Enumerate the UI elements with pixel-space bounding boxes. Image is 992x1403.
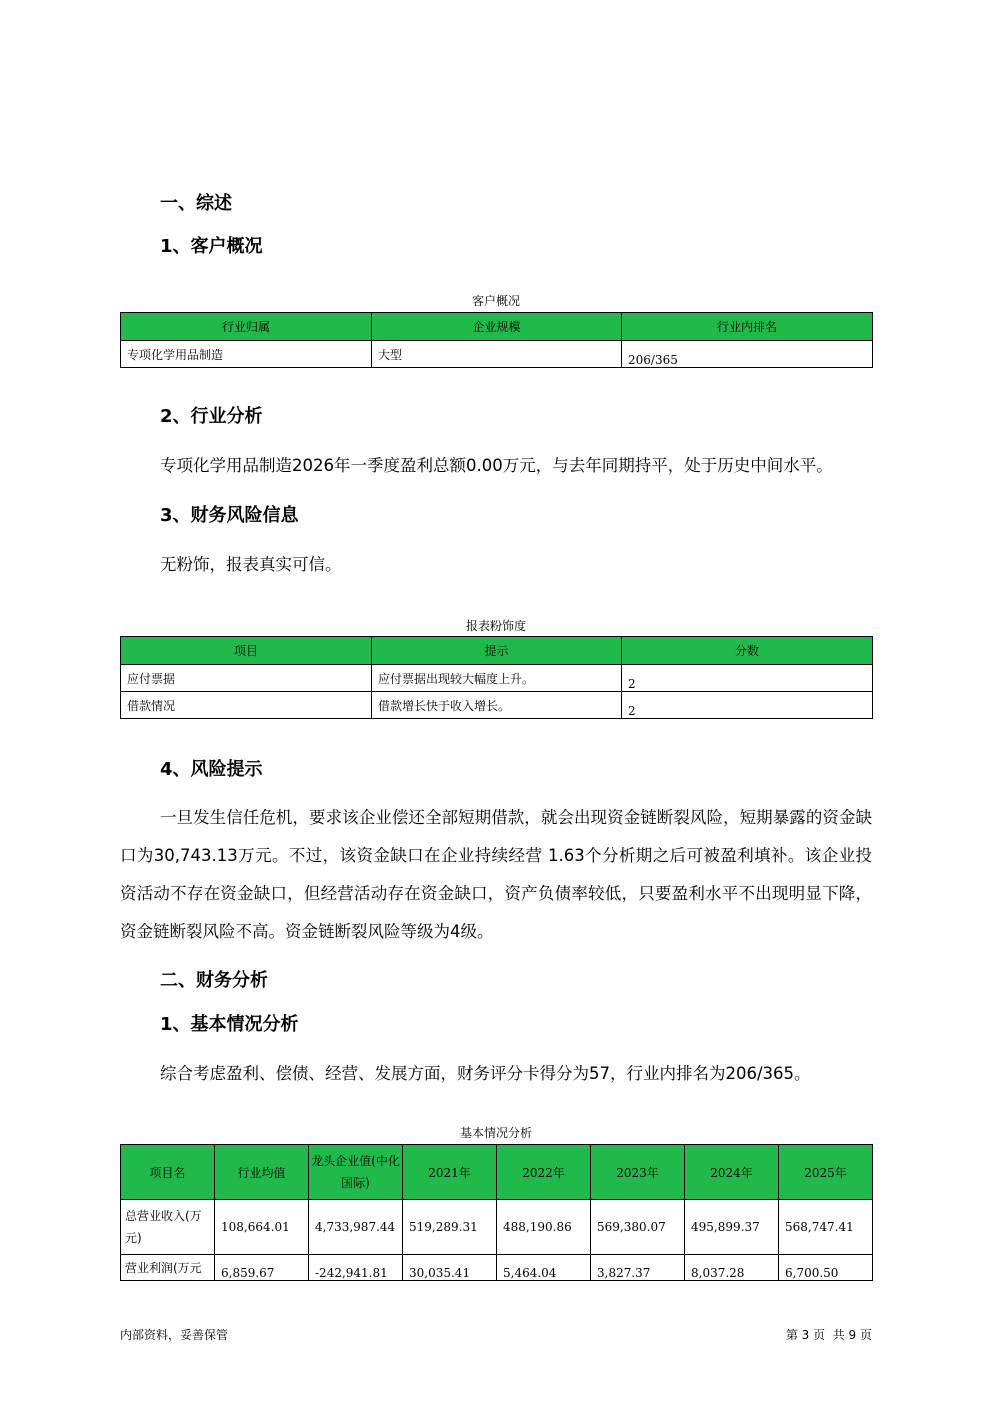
whitewash-table (120, 636, 873, 719)
basic-cell: 6,859.67 (215, 1255, 309, 1281)
whitewash-table-caption: 报表粉饰度 (465, 619, 526, 633)
whitewash-score: 2 (622, 665, 873, 692)
basic-header-2021: 2021年 (403, 1145, 497, 1200)
basic-header-item: 项目名 (121, 1145, 215, 1200)
subsection-customer-overview: 1、客户概况 (160, 236, 263, 257)
customer-scale: 大型 (372, 341, 622, 368)
customer-header-industry: 行业归属 (121, 313, 372, 341)
basic-analysis-text: 综合考虑盈利、偿债、经营、发展方面，财务评分卡得分为57，行业内排名为206/365。 (160, 1064, 811, 1083)
whitewash-item: 应付票据 (121, 665, 372, 692)
subsection-risk-warning: 4、风险提示 (160, 759, 263, 780)
basic-cell: 4,733,987.44 (309, 1200, 403, 1255)
customer-industry: 专项化学用品制造 (121, 341, 372, 368)
basic-row-label: 总营业收入(万元) (121, 1200, 215, 1255)
basic-cell: -242,941.81 (309, 1255, 403, 1281)
financial-risk-text: 无粉饰，报表真实可信。 (160, 555, 342, 574)
basic-cell: 519,289.31 (403, 1200, 497, 1255)
table-row (121, 341, 873, 368)
section-title-overview: 一、综述 (160, 193, 232, 214)
subsection-financial-risk: 3、财务风险信息 (160, 505, 299, 526)
customer-header-scale: 企业规模 (372, 313, 622, 341)
whitewash-hint: 应付票据出现较大幅度上升。 (372, 665, 622, 692)
industry-analysis-text: 专项化学用品制造2026年一季度盈利总额0.00万元，与去年同期持平，处于历史中间水平。 (160, 456, 833, 475)
whitewash-item: 借款情况 (121, 692, 372, 719)
table-row (121, 1255, 873, 1281)
basic-cell: 568,747.41 (779, 1200, 873, 1255)
whitewash-score: 2 (622, 692, 873, 719)
subsection-basic-analysis: 1、基本情况分析 (160, 1014, 299, 1035)
customer-rank: 206/365 (622, 341, 873, 368)
basic-cell: 6,700.50 (779, 1255, 873, 1281)
basic-cell: 30,035.41 (403, 1255, 497, 1281)
basic-table-caption: 基本情况分析 (459, 1126, 532, 1140)
customer-table (120, 312, 873, 368)
footer-page-number: 第 3 页 共 9 页 (785, 1328, 872, 1342)
customer-header-rank: 行业内排名 (622, 313, 873, 341)
basic-cell: 569,380.07 (591, 1200, 685, 1255)
basic-header-leader: 龙头企业值(中化国际) (309, 1145, 403, 1200)
basic-cell: 5,464.04 (497, 1255, 591, 1281)
customer-table-caption: 客户概况 (471, 294, 520, 308)
basic-cell: 488,190.86 (497, 1200, 591, 1255)
table-row (121, 692, 873, 719)
whitewash-header-score: 分数 (622, 637, 873, 665)
basic-cell: 8,037.28 (685, 1255, 779, 1281)
table-row (121, 1200, 873, 1255)
basic-table (120, 1144, 873, 1281)
risk-warning-text: 一旦发生信任危机，要求该企业偿还全部短期借款，就会出现资金链断裂风险，短期暴露的资金缺口为30,743.13万元。不过，该资金缺口在企业持续经营 1.63个分析期之后可被盈利填补。该企业投资活动不存在资金缺口，但经营活动存在资金缺口，资产负债率较低，只要盈利水平不出现明显下降，资金链断裂风险不高。资金链断裂风险等级为4级。 (120, 808, 872, 941)
basic-cell: 108,664.01 (215, 1200, 309, 1255)
whitewash-header-hint: 提示 (372, 637, 622, 665)
whitewash-header-item: 项目 (121, 637, 372, 665)
footer-confidential: 内部资料，妥善保管 (120, 1328, 229, 1342)
basic-header-2022: 2022年 (497, 1145, 591, 1200)
basic-row-label: 营业利润(万元 (121, 1255, 215, 1281)
basic-header-2023: 2023年 (591, 1145, 685, 1200)
basic-header-2024: 2024年 (685, 1145, 779, 1200)
basic-header-2025: 2025年 (779, 1145, 873, 1200)
section-title-financial-analysis: 二、财务分析 (160, 970, 268, 991)
subsection-industry-analysis: 2、行业分析 (160, 406, 263, 427)
table-row (121, 665, 873, 692)
basic-cell: 495,899.37 (685, 1200, 779, 1255)
whitewash-hint: 借款增长快于收入增长。 (372, 692, 622, 719)
basic-header-industry-avg: 行业均值 (215, 1145, 309, 1200)
basic-cell: 3,827.37 (591, 1255, 685, 1281)
